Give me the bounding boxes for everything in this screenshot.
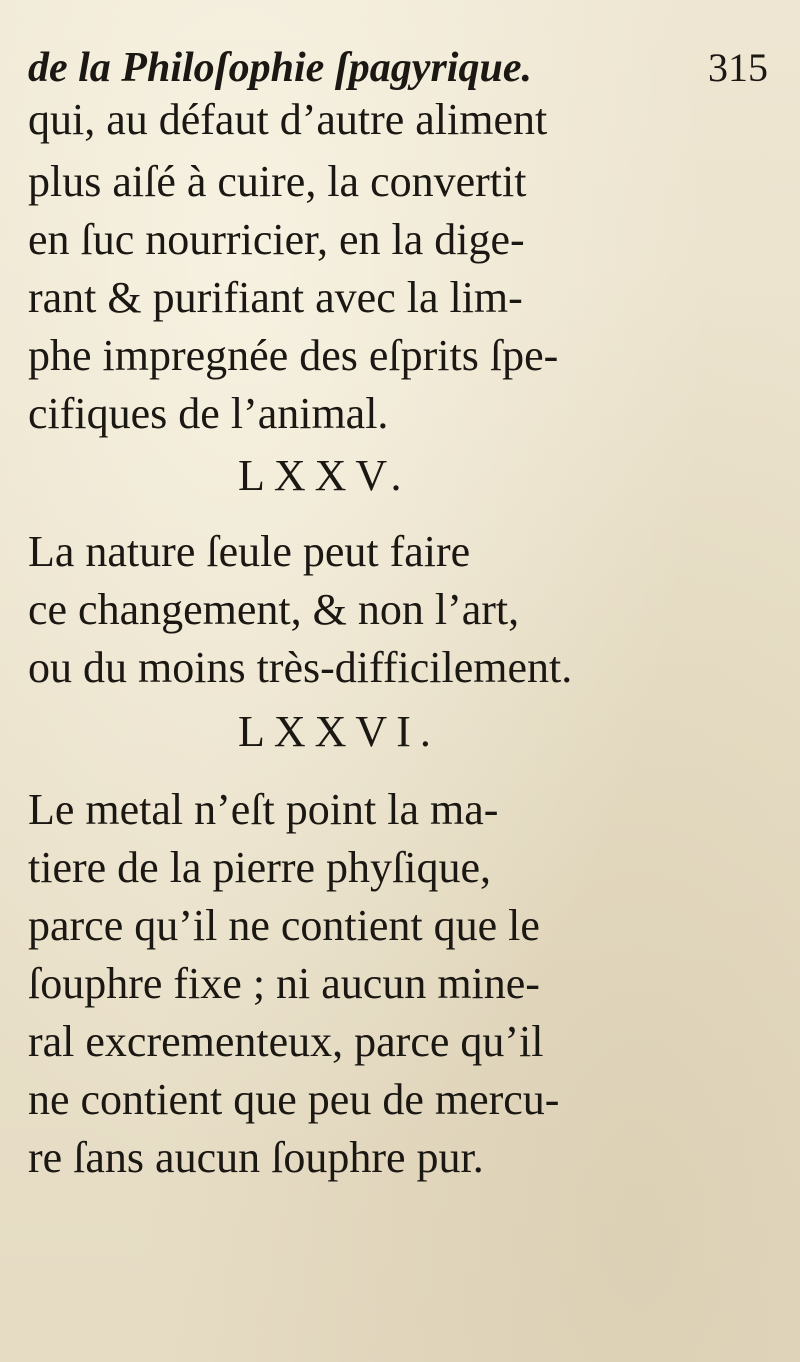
text-line: ou du moins très-difficilement. [28,643,573,692]
text-line: ral excrementeux, parce qu’il [28,1017,544,1066]
text-line: tiere de la pierre phyſique, [28,843,492,892]
text-line: ne contient que peu de mercu- [28,1075,560,1124]
text-line: parce qu’il ne contient que le [28,901,540,950]
text-line: Le metal n’eſt point la ma- [28,785,499,834]
text-line: ce changement, & non l’art, [28,585,520,634]
page-header [28,40,768,100]
text-line: phe impregnée des eſprits ſpe- [28,331,559,380]
text-line: La nature ſeule peut faire [28,527,471,576]
running-head: de la Philoſophie ſpagyrique. [28,45,532,91]
text-line: re ſans aucun ſouphre pur. [28,1133,484,1182]
text-line: rant & purifiant avec la lim- [28,273,523,322]
section-number-lxxvi: LXXVI. [238,707,440,756]
text-line: en ſuc nourricier, en la dige- [28,215,525,264]
page-number: 315 [708,45,768,90]
text-line: ſouphre fixe ; ni aucun mine- [28,959,540,1008]
text-line: plus aiſé à cuire, la convertit [28,157,527,206]
text-line: qui, au défaut d’autre aliment [28,95,548,144]
section-number-lxxv: LXXV. [238,451,411,500]
text-line: cifiques de l’animal. [28,389,389,438]
